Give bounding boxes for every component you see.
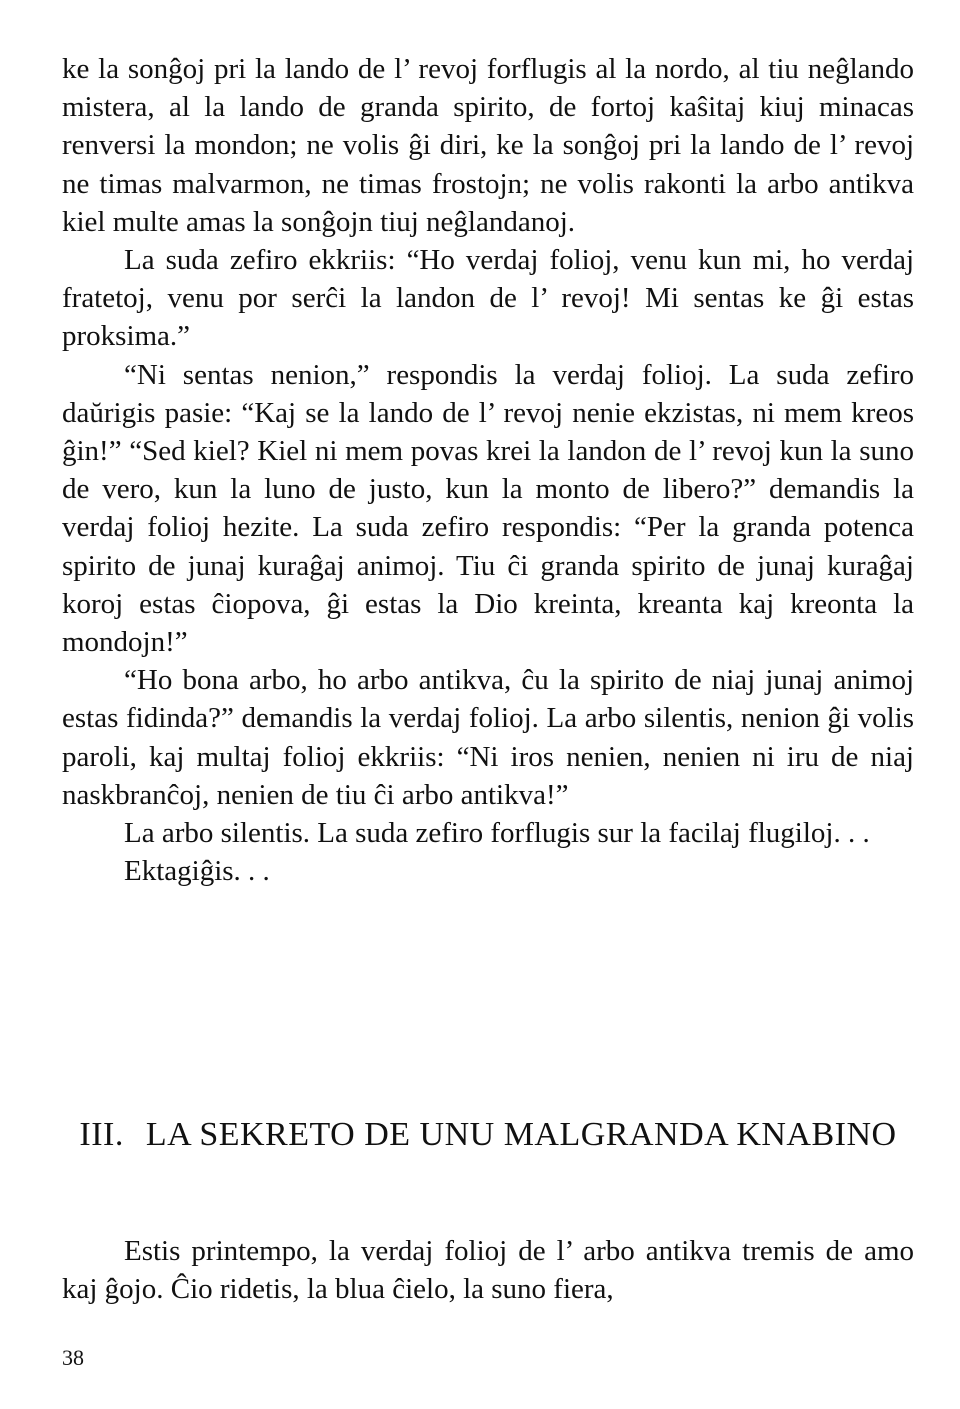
paragraph: Estis printempo, la verdaj folioj de l’ arbo antikva tremis de amo kaj ĝojo. Ĉio ridetis, la blua ĉielo, la suno fiera,	[62, 1235, 914, 1306]
chapter-title: LA SEKRETO DE UNU MALGRANDA KNABINO	[145, 1116, 897, 1153]
paragraph: “Ni sentas nenion,” respondis la verdaj folioj. La suda zefiro daŭrigis pasie: “Kaj se la lando de l’ revoj nenie ekzistas, ni mem kreos ĝin!” “Sed kiel? Kiel ni mem povas krei la landon de l’ revoj kun la suno de vero, kun la luno de justo, kun la monto de libero?” demandis la verdaj folioj hezite. La suda zefiro respondis: “Per la granda potenca spirito de junaj kuraĝaj animoj. Tiu ĉi granda spirito de junaj kuraĝaj koroj estas ĉiopova, ĝi estas la Dio kreinta, kreanta kaj kreonta la mondojn!”	[62, 358, 914, 659]
paragraph-continuation: ke la sonĝoj pri la lando de l’ revoj forflugis al la nordo, al tiu neĝlando mistera, al la lando de granda spirito, de fortoj kaŝitaj kiuj minacas renversi la mondon; ne volis ĝi diri, ke la sonĝoj pri la lando de l’ revoj ne timas malvarmon, ne timas frostojn; ne volis rakonti la arbo antikva kiel multe amas la sonĝojn tiuj neĝlandanoj.	[62, 53, 914, 238]
chapter-heading	[62, 1116, 914, 1154]
chapter-number: III.	[79, 1116, 124, 1153]
paragraph: Ektagiĝis. . .	[124, 855, 270, 888]
page-number: 38	[62, 1345, 84, 1370]
paragraph: La suda zefiro ekkriis: “Ho verdaj folioj, venu kun mi, ho verdaj fratetoj, venu por serĉi la landon de l’ revoj! Mi sentas ke ĝi estas proksima.”	[62, 244, 914, 353]
paragraph: “Ho bona arbo, ho arbo antikva, ĉu la spirito de niaj junaj animoj estas fidinda?” demandis la verdaj folioj. La arbo silentis, nenion ĝi volis paroli, kaj multaj folioj ekkriis: “Ni iros nenien, nenien ni iru de niaj naskbranĉoj, nenien de tiu ĉi arbo antikva!”	[62, 664, 914, 811]
chapter-body-text	[62, 1232, 914, 1308]
body-text	[62, 50, 914, 890]
paragraph: La arbo silentis. La suda zefiro forflugis sur la facilaj flugiloj. . .	[124, 817, 870, 850]
